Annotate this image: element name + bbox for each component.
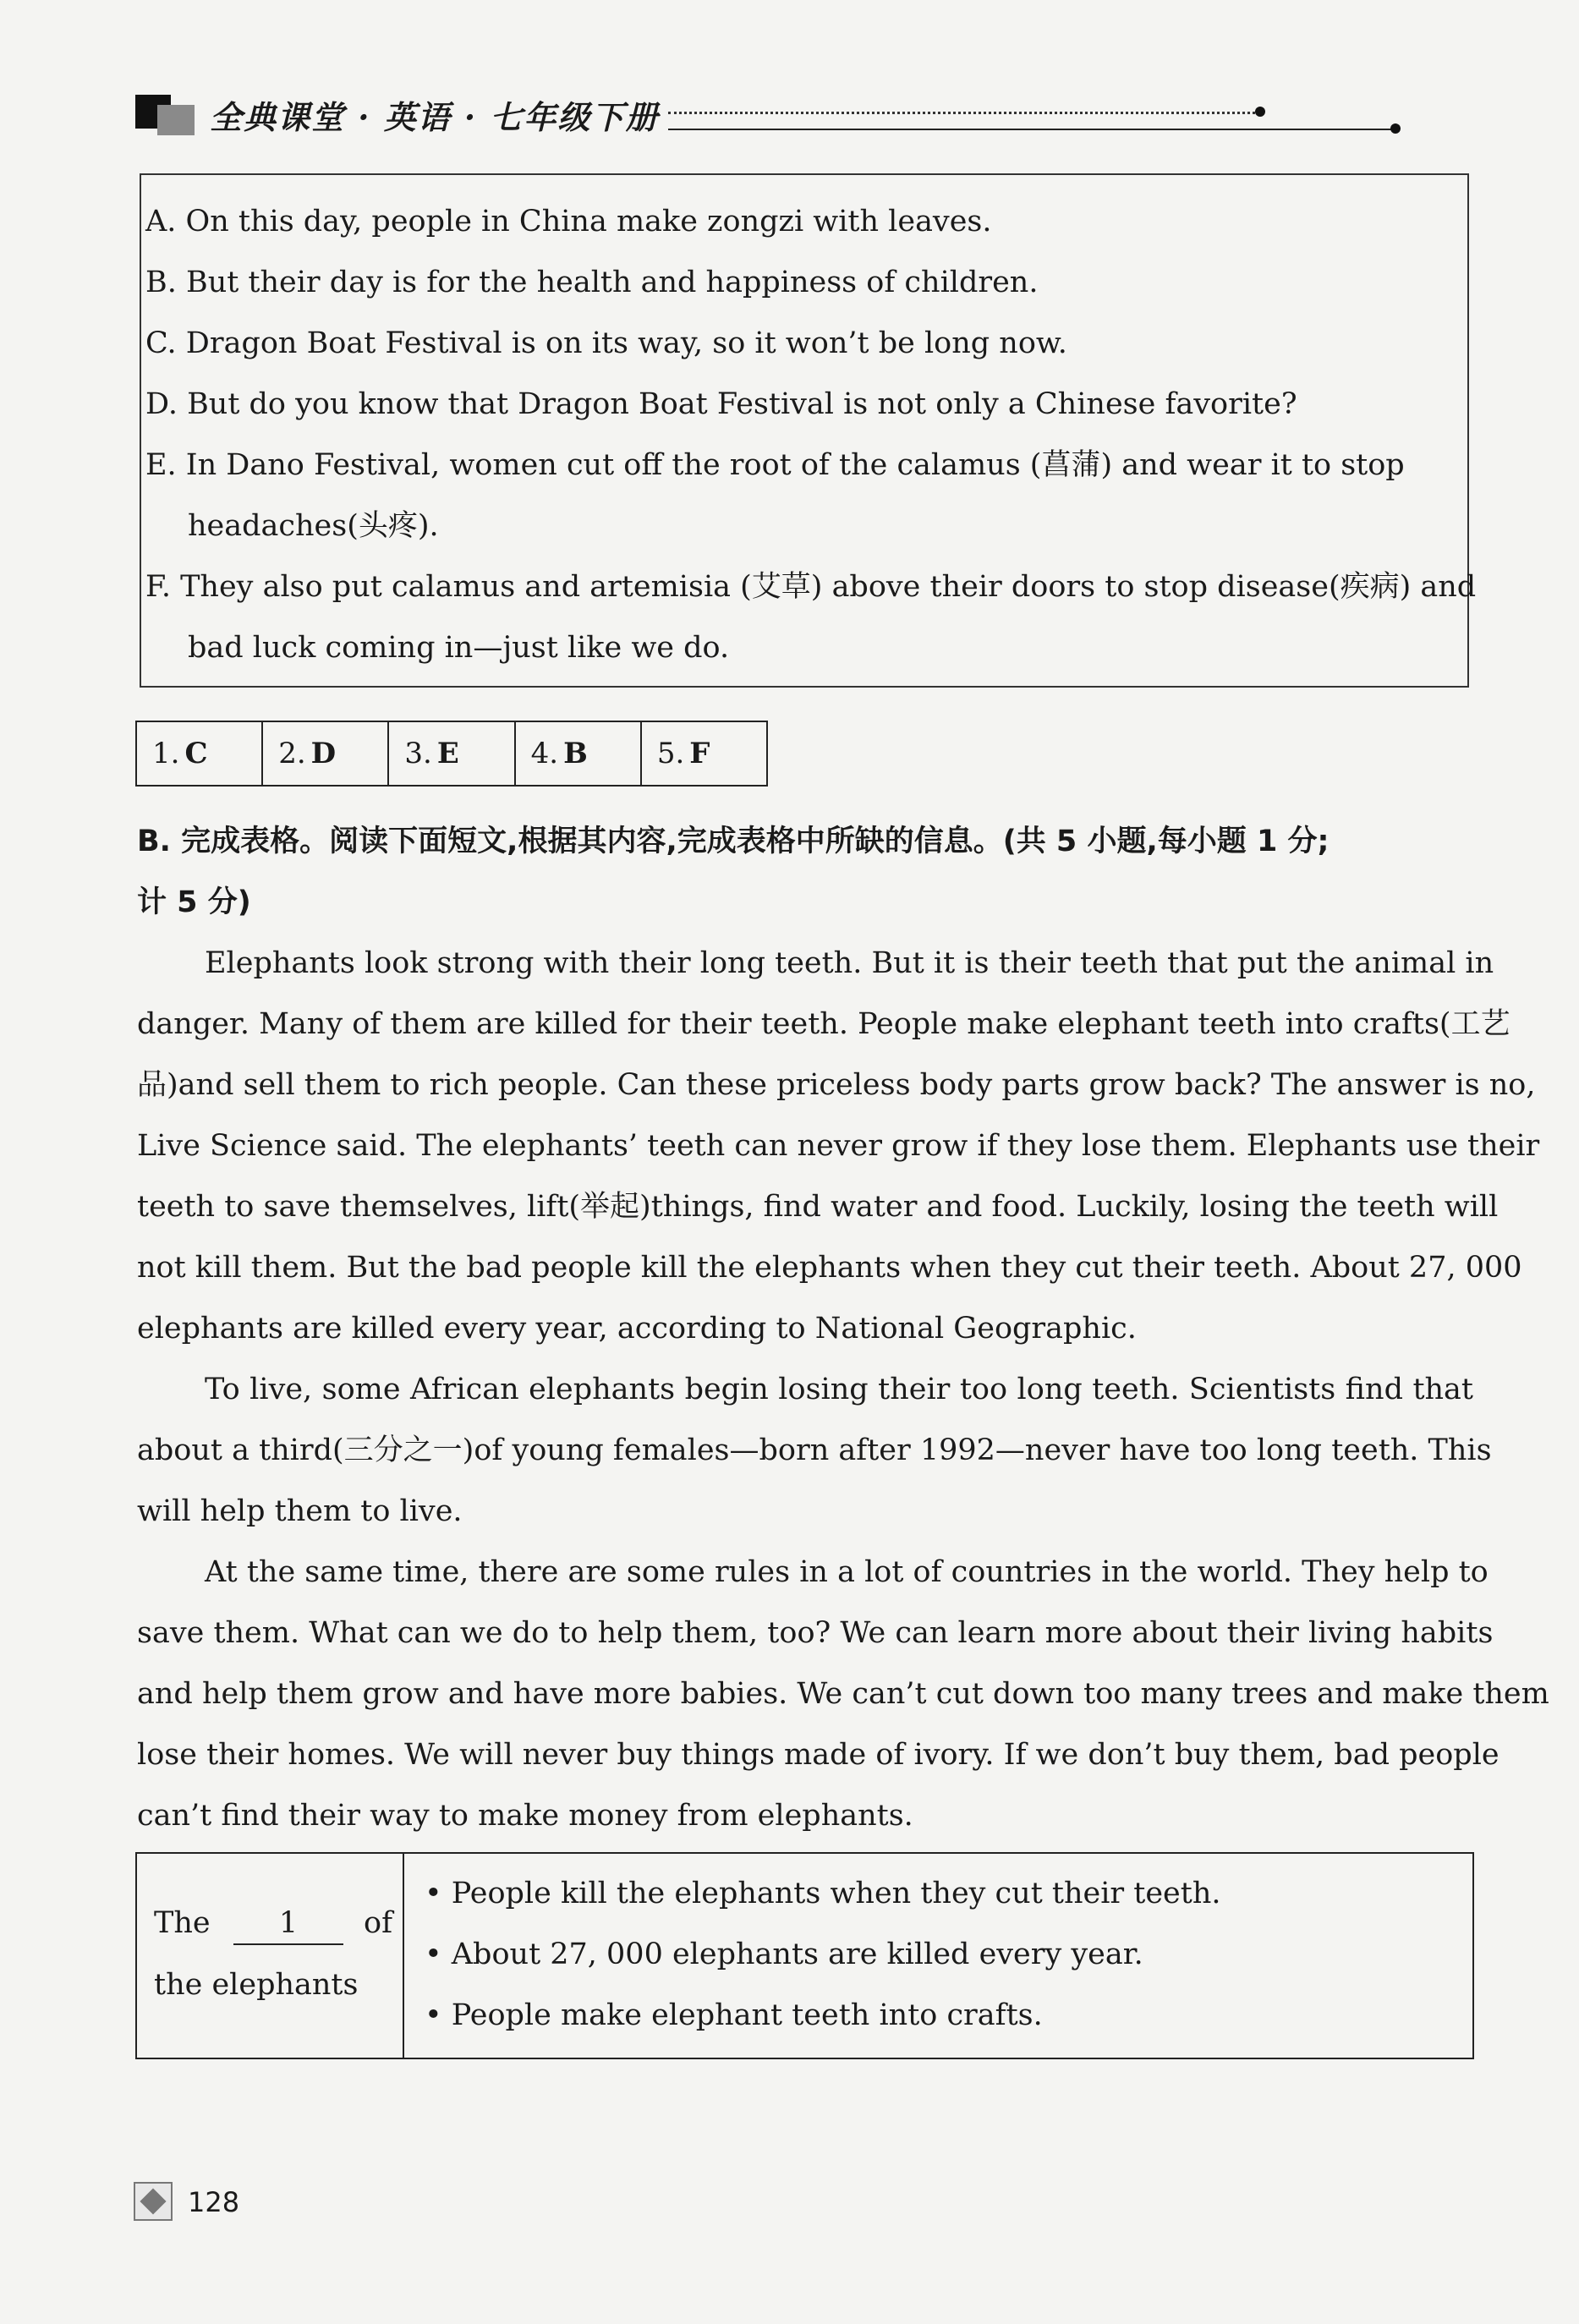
passage-line: Live Science said. The elephants’ teeth can never grow if they lose them. Elephants use their	[137, 1129, 1540, 1163]
passage-line: elephants are killed every year, according to National Geographic.	[137, 1312, 1137, 1346]
passage-line: 品)and sell them to rich people. Can these priceless body parts grow back? The answer is no,	[137, 1068, 1536, 1102]
passage-line: and help them grow and have more babies. We can’t cut down too many trees and make them	[137, 1677, 1549, 1711]
answer-cell: 4. B	[516, 722, 642, 785]
passage-line: save them. What can we do to help them, too? We can learn more about their living habits	[137, 1616, 1494, 1650]
passage-line: will help them to live.	[137, 1494, 463, 1528]
table-bullet: • People kill the elephants when they cut their teeth.	[425, 1877, 1221, 1910]
answer-cell: 2. D	[263, 722, 389, 785]
passage-line: lose their homes. We will never buy things made of ivory. If we don’t buy them, bad people	[137, 1738, 1500, 1772]
section-b-heading: B. 完成表格。阅读下面短文,根据其内容,完成表格中所缺的信息。(共 5 小题,每小题 1 分;	[137, 825, 1330, 858]
header-logo-block	[135, 95, 196, 134]
table-divider	[403, 1854, 404, 2058]
header-dotted-rule	[668, 112, 1260, 114]
option-b: B. But their day is for the health and happiness of children.	[145, 266, 1039, 299]
passage-line: Elephants look strong with their long teeth. But it is their teeth that put the animal in	[205, 946, 1494, 980]
option-f: F. They also put calamus and artemisia (艾草) above their doors to stop disease(疾病) and	[145, 570, 1477, 604]
table-label-elephants: the elephants	[154, 1968, 359, 2002]
answer-cell: 3. E	[389, 722, 515, 785]
passage-line: To live, some African elephants begin losing their too long teeth. Scientists find that	[205, 1373, 1473, 1406]
passage-line: can’t find their way to make money from elephants.	[137, 1799, 913, 1833]
header-title: 全典课堂 · 英语 · 七年级下册	[210, 98, 660, 136]
passage-line: teeth to save themselves, lift(举起)things, find water and food. Luckily, losing the teeth will	[137, 1190, 1499, 1224]
option-a: A. On this day, people in China make zongzi with leaves.	[145, 205, 992, 238]
option-e: E. In Dano Festival, women cut off the root of the calamus (菖蒲) and wear it to stop	[145, 448, 1405, 482]
answer-cell: 1. C	[137, 722, 263, 785]
option-f-continued: bad luck coming in—just like we do.	[188, 631, 730, 665]
passage-line: about a third(三分之一)of young females—born after 1992—never have too long teeth. This	[137, 1433, 1492, 1467]
section-b-heading-continued: 计 5 分)	[137, 885, 251, 919]
option-e-continued: headaches(头疼).	[188, 509, 439, 543]
header-solid-rule	[668, 129, 1395, 130]
passage-line: danger. Many of them are killed for their teeth. People make elephant teeth into crafts(工艺	[137, 1007, 1510, 1041]
options-box	[140, 173, 1469, 688]
table-bullet: • About 27, 000 elephants are killed every year.	[425, 1938, 1143, 1971]
table-label-of: of	[364, 1906, 393, 1940]
answer-table	[135, 721, 768, 787]
table-label-the: The	[154, 1906, 211, 1940]
table-bullet: • People make elephant teeth into crafts.	[425, 1998, 1043, 2032]
blank-1[interactable]: 1	[233, 1909, 343, 1945]
header-dot	[1390, 123, 1401, 134]
option-d: D. But do you know that Dragon Boat Festival is not only a Chinese favorite?	[145, 387, 1297, 421]
passage-line: not kill them. But the bad people kill the elephants when they cut their teeth. About 27, 000	[137, 1251, 1522, 1285]
info-table	[135, 1852, 1474, 2059]
answer-cell: 5. F	[656, 737, 710, 770]
page-number: 128	[188, 2186, 240, 2218]
passage-line: At the same time, there are some rules in a lot of countries in the world. They help to	[205, 1555, 1489, 1589]
page-diamond-icon	[134, 2182, 173, 2221]
header-dot	[1255, 107, 1265, 117]
option-c: C. Dragon Boat Festival is on its way, so it won’t be long now.	[145, 326, 1067, 360]
